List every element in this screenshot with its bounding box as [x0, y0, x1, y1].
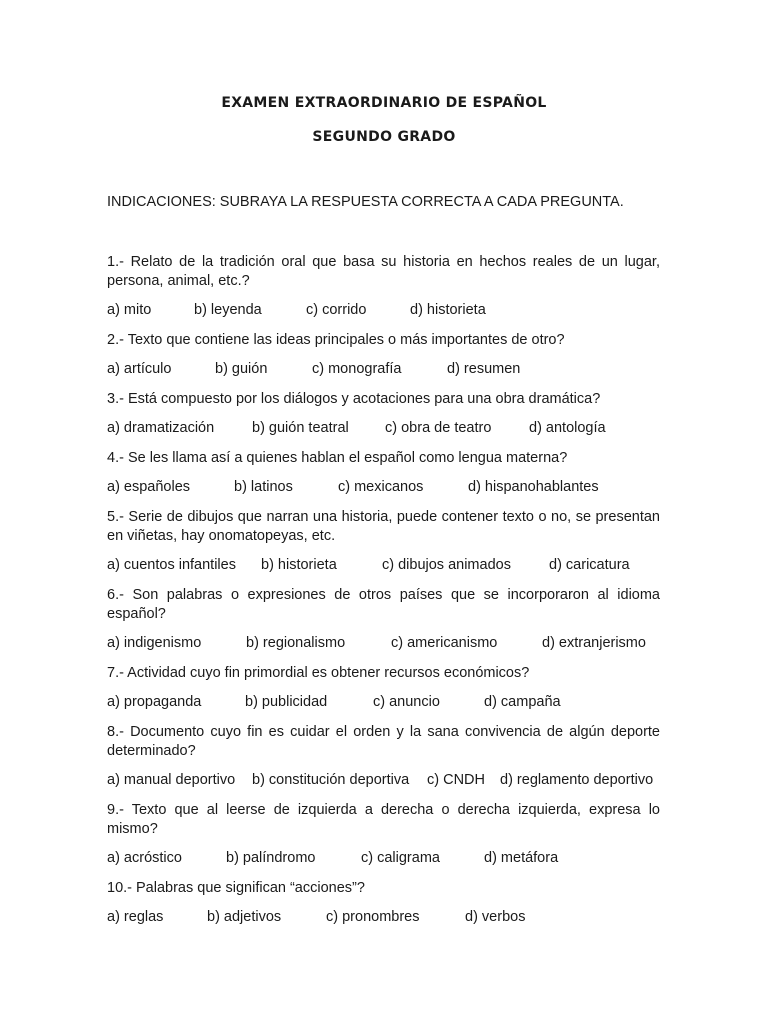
answer-option[interactable]: c) corrido	[306, 302, 367, 318]
answer-option[interactable]: d) metáfora	[484, 850, 559, 866]
answer-option[interactable]: c) pronombres	[326, 909, 420, 925]
answer-option[interactable]: c) obra de teatro	[385, 420, 492, 436]
answer-option[interactable]: c) dibujos animados	[382, 557, 511, 573]
question-text: 4.- Se les llama así a quienes hablan el español como lengua materna?	[107, 450, 568, 466]
answer-option[interactable]: d) verbos	[465, 909, 526, 925]
question-text: 3.- Está compuesto por los diálogos y acotaciones para una obra dramática?	[107, 391, 601, 407]
answer-option[interactable]: c) CNDH	[427, 772, 485, 788]
question-text: 7.- Actividad cuyo fin primordial es obtener recursos económicos?	[107, 665, 530, 681]
answer-option[interactable]: d) extranjerismo	[542, 635, 646, 651]
answer-option[interactable]: a) dramatización	[107, 420, 215, 436]
answer-option[interactable]: d) resumen	[447, 361, 521, 377]
question-item	[107, 331, 660, 379]
answer-option[interactable]: b) regionalismo	[246, 635, 346, 651]
question-item	[107, 449, 660, 497]
answer-option[interactable]: d) reglamento deportivo	[500, 772, 654, 788]
question-text: 5.- Serie de dibujos que narran una historia, puede contener texto o no, se presentan en viñetas, hay onomatopeyas, etc.	[107, 509, 660, 544]
answer-option[interactable]: a) acróstico	[107, 850, 182, 866]
answer-option[interactable]: b) guión teatral	[252, 420, 349, 436]
answer-option[interactable]: b) historieta	[261, 557, 337, 573]
answer-option[interactable]: a) manual deportivo	[107, 772, 236, 788]
answer-options	[107, 360, 660, 379]
question-text: 8.- Documento cuyo fin es cuidar el orden y la sana convivencia de algún deporte determinado?	[107, 724, 660, 759]
question-text: 1.- Relato de la tradición oral que basa su historia en hechos reales de un lugar, persona, animal, etc.?	[107, 254, 660, 289]
question-text: 6.- Son palabras o expresiones de otros países que se incorporaron al idioma español?	[107, 587, 660, 622]
answer-option[interactable]: d) antología	[529, 420, 606, 436]
answer-option[interactable]: b) latinos	[234, 479, 293, 495]
answer-option[interactable]: b) adjetivos	[207, 909, 282, 925]
answer-option[interactable]: a) españoles	[107, 479, 191, 495]
answer-option[interactable]: c) anuncio	[373, 694, 440, 710]
answer-option[interactable]: a) artículo	[107, 361, 172, 377]
question-text: 10.- Palabras que significan “acciones”?	[107, 880, 365, 896]
answer-option[interactable]: a) mito	[107, 302, 152, 318]
answer-option[interactable]: a) reglas	[107, 909, 164, 925]
answer-option[interactable]: c) caligrama	[361, 850, 440, 866]
answer-option[interactable]: a) indigenismo	[107, 635, 202, 651]
answer-option[interactable]: d) hispanohablantes	[468, 479, 599, 495]
answer-options	[107, 419, 660, 438]
question-text: 9.- Texto que al leerse de izquierda a derecha o derecha izquierda, expresa lo mismo?	[107, 802, 660, 837]
answer-options	[107, 478, 660, 497]
answer-option[interactable]: b) palíndromo	[226, 850, 316, 866]
question-item	[107, 586, 660, 653]
answer-option[interactable]: d) caricatura	[549, 557, 630, 573]
question-list	[107, 253, 660, 938]
exam-instructions: INDICACIONES: SUBRAYA LA RESPUESTA CORRECTA A CADA PREGUNTA.	[107, 194, 624, 210]
answer-options	[107, 771, 660, 790]
answer-option[interactable]: c) americanismo	[391, 635, 498, 651]
answer-option[interactable]: d) campaña	[484, 694, 561, 710]
answer-option[interactable]: d) historieta	[410, 302, 486, 318]
answer-options	[107, 849, 660, 868]
answer-option[interactable]: b) constitución deportiva	[252, 772, 410, 788]
answer-options	[107, 556, 660, 575]
answer-option[interactable]: a) propaganda	[107, 694, 202, 710]
question-item	[107, 801, 660, 868]
answer-option[interactable]: b) leyenda	[194, 302, 262, 318]
answer-options	[107, 908, 660, 927]
exam-subtitle: SEGUNDO GRADO	[312, 129, 456, 145]
answer-option[interactable]: b) publicidad	[245, 694, 328, 710]
answer-option[interactable]: a) cuentos infantiles	[107, 557, 236, 573]
exam-title: EXAMEN EXTRAORDINARIO DE ESPAÑOL	[221, 95, 547, 111]
answer-options	[107, 301, 660, 320]
question-item	[107, 390, 660, 438]
answer-option[interactable]: b) guión	[215, 361, 268, 377]
question-item	[107, 664, 660, 712]
question-item	[107, 879, 660, 927]
question-text: 2.- Texto que contiene las ideas principales o más importantes de otro?	[107, 332, 565, 348]
answer-option[interactable]: c) mexicanos	[338, 479, 424, 495]
answer-options	[107, 634, 660, 653]
question-item	[107, 508, 660, 575]
answer-options	[107, 693, 660, 712]
answer-option[interactable]: c) monografía	[312, 361, 402, 377]
question-item	[107, 253, 660, 320]
question-item	[107, 723, 660, 790]
